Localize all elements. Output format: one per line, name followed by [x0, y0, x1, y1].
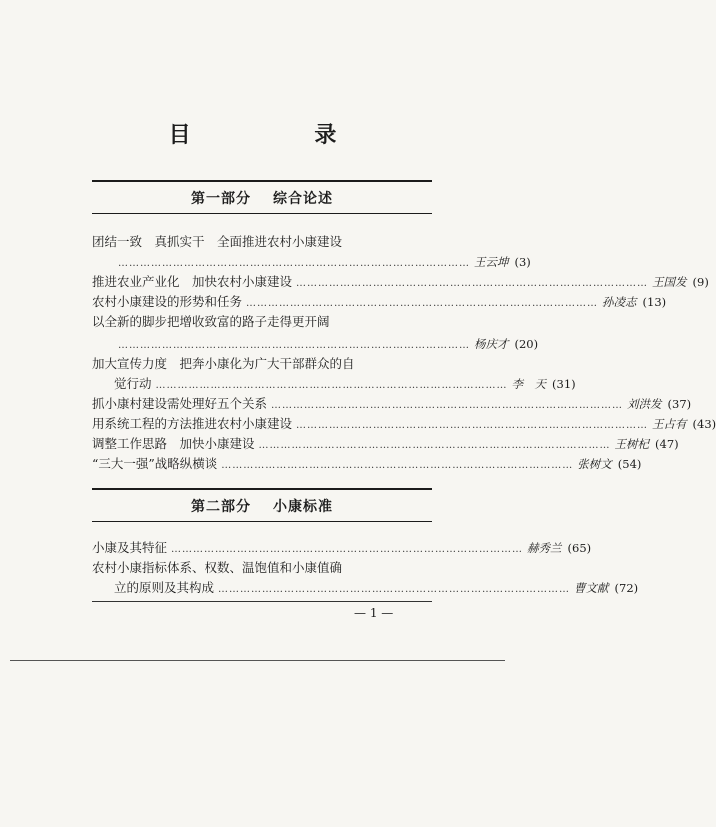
toc-entry-author: 曹文献 — [574, 581, 609, 595]
toc-entry-title: 调整工作思路 加快小康建设 — [92, 436, 255, 451]
toc-entry — [92, 394, 692, 414]
toc-entry-page: (43) — [692, 417, 716, 431]
leader-dots: …………………………………………………………………………………… — [118, 340, 470, 351]
toc-entry — [92, 334, 539, 354]
toc-entry-author: 王占有 — [652, 417, 687, 431]
toc-entry-author: 李 天 — [511, 377, 547, 391]
toc-entry-page: (47) — [655, 437, 679, 451]
section-1-name: 综合论述 — [273, 191, 333, 207]
toc-entry — [92, 454, 642, 474]
toc-entry — [92, 558, 432, 578]
section-2-label: 第二部分 — [191, 499, 251, 515]
toc-entry — [92, 354, 432, 374]
toc-entry-author: 王云坤 — [474, 255, 509, 269]
toc-entry-author: 赫秀兰 — [527, 541, 562, 555]
toc-entry-title: 团结一致 真抓实干 全面推进农村小康建设 — [92, 234, 343, 249]
toc-entry-title: 以全新的脚步把增收致富的路子走得更开阔 — [92, 314, 330, 329]
toc-entry-title: “三大一强”战略纵横谈 — [92, 456, 218, 471]
toc-entry — [92, 252, 531, 272]
toc-entry-title: 用系统工程的方法推进农村小康建设 — [92, 416, 293, 431]
section-header-2 — [92, 488, 432, 522]
leader-dots: …………………………………………………………………………………… — [218, 584, 571, 595]
toc-entry-author: 杨庆才 — [474, 337, 509, 351]
leader-dots: …………………………………………………………………………………… — [258, 440, 611, 451]
footer-rule — [92, 601, 432, 602]
section-2-name: 小康标准 — [273, 499, 333, 515]
toc-entry-page: (72) — [614, 581, 639, 595]
leader-dots: …………………………………………………………………………………… — [155, 380, 508, 391]
toc-entry-title: 推进农业产业化 加快农村小康建设 — [92, 274, 293, 289]
toc-entry-title: 觉行动 — [114, 376, 152, 391]
scan-edge-line — [10, 660, 505, 661]
toc-entry-author: 刘洪发 — [627, 397, 662, 411]
toc-entry-page: (37) — [667, 397, 692, 411]
leader-dots: …………………………………………………………………………………… — [271, 400, 624, 411]
toc-entry-page: (65) — [567, 541, 592, 555]
toc-entry-page: (31) — [552, 377, 576, 391]
toc-entry-page: (54) — [617, 457, 642, 471]
page-title: 目 录 — [168, 122, 395, 148]
leader-dots: …………………………………………………………………………………… — [118, 258, 470, 269]
toc-entry-author: 张树文 — [577, 457, 612, 471]
section-header-1 — [92, 180, 432, 214]
toc-entry-page: (9) — [692, 275, 709, 289]
toc-entry-title: 立的原则及其构成 — [114, 580, 215, 595]
toc-entry — [92, 292, 667, 312]
toc-entry — [92, 414, 716, 434]
leader-dots: …………………………………………………………………………………… — [296, 278, 649, 289]
toc-entry — [92, 374, 576, 394]
toc-entry-page: (3) — [514, 255, 531, 269]
toc-entry — [92, 272, 709, 292]
toc-entry — [92, 232, 432, 252]
toc-entry-author: 孙凌志 — [602, 295, 637, 309]
toc-entry — [92, 578, 639, 598]
toc-entry-title: 农村小康建设的形势和任务 — [92, 294, 243, 309]
toc-entry-title: 农村小康指标体系、权数、温饱值和小康值确 — [92, 560, 343, 575]
toc-entry — [92, 538, 592, 558]
leader-dots: …………………………………………………………………………………… — [246, 298, 599, 309]
leader-dots: …………………………………………………………………………………… — [221, 460, 574, 471]
page-number: — 1 — — [354, 606, 394, 620]
toc-entry-page: (13) — [642, 295, 667, 309]
toc-entry — [92, 312, 432, 332]
toc-entry-title: 小康及其特征 — [92, 540, 168, 555]
toc-entry-page: (20) — [514, 337, 539, 351]
leader-dots: …………………………………………………………………………………… — [296, 420, 649, 431]
toc-entry — [92, 434, 679, 454]
toc-entry-title: 抓小康村建设需处理好五个关系 — [92, 396, 268, 411]
leader-dots: …………………………………………………………………………………… — [171, 544, 524, 555]
toc-entry-author: 王树杞 — [614, 437, 650, 451]
toc-entry-title: 加大宣传力度 把奔小康化为广大干部群众的自 — [92, 356, 355, 371]
section-1-label: 第一部分 — [191, 191, 251, 207]
toc-entry-author: 王国发 — [652, 275, 687, 289]
